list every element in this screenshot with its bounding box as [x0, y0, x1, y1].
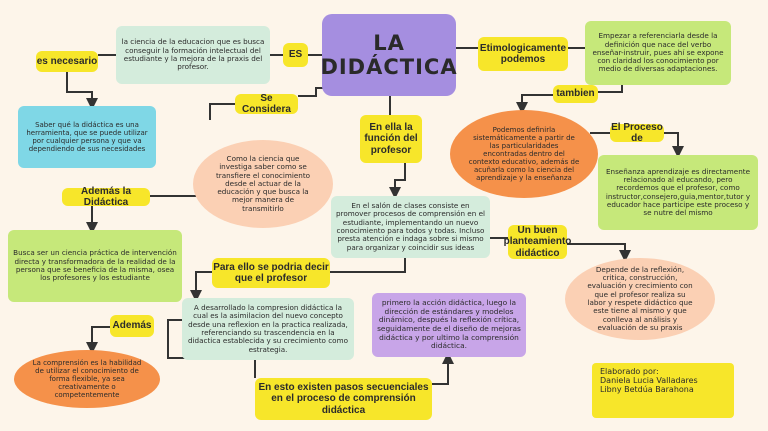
line-enella-salon: [395, 163, 405, 193]
como-ciencia-cloud: Como la ciencia que investiga saber como se transfiere el conocimiento desde el actuar de la educación y que busca la mejor manera de transmitirlo: [193, 140, 333, 228]
line-salon-paraello: [330, 258, 405, 272]
ciencia-box: la ciencia de la educacion que es busca conseguir la formación intelectual del estudiante y la mejora de la praxis del profesor.: [116, 26, 270, 84]
proceso-de-label: El Proceso de: [611, 121, 663, 144]
line-proceso-ensenanza: [664, 133, 678, 152]
primero-box: primero la acción didáctica, luego la dirección de estándares y modelos dinámico, después la reflexión crítica, seguidamente de el diseño de mejoras didáctica y por ultimo la comprensión didáctica.: [372, 293, 526, 357]
podemos-cloud: Podemos definirla sistemáticamente a partir de las particularidades encontradas dentro del contexto educativo, además de acuñarla como la ciencia del aprendizaje y la enseñanza: [450, 110, 598, 198]
tambien-label: tambien: [553, 85, 598, 103]
line-buen-depende: [567, 244, 625, 256]
se-considera-label: Se Considera: [235, 94, 298, 114]
para-ello-label: Para ello se podria decir que el profesor: [212, 258, 330, 288]
ademas-didactica-label: Además la Didáctica: [62, 188, 150, 206]
depende-cloud: Depende de la reflexión, critica, construcción, evaluación y crecimiento con que el profesor realiza su labor y respete didáctico que este tiene al mismo y que conlleva al análisis y evaluación de su praxis: [565, 258, 715, 340]
etimologicamente-label: Etimologicamente podemos: [478, 37, 568, 71]
credit-line-3: Libny Betdúa Barahona: [600, 385, 694, 395]
es-label: ES: [283, 43, 308, 67]
main-title: LA DIDÁCTICA: [322, 14, 456, 96]
credit-box: [592, 363, 734, 418]
es-necesario-label: es necesario: [36, 51, 98, 72]
en-ella-label: En ella la función del profesor: [360, 115, 422, 163]
habilidad-cloud: La comprensión es la habilidad de utilizar el conocimiento de forma flexible, ya sea creativamente o competentemente: [14, 350, 160, 408]
saber-box: Saber qué la didáctica es una herramienta, que se puede utilizar por cualquier persona y que va dependiendo de sus necesidades: [18, 106, 156, 168]
busca-box: Busca ser un ciencia práctica de intervención directa y transformadora de la realidad de la persona que se beneficia de la misma, osea los profesores y los estudiante: [8, 230, 182, 302]
ensenanza-box: Enseñanza aprendizaje es directamente relacionado al educando, pero recordemos que el profesor, como instructor,consejero,guia,mentor,tutor y educador hace participe este proceso y se nutre del mismo: [598, 155, 758, 230]
buen-planteamiento-label: Un buen planteamiento didáctico: [503, 224, 572, 259]
line-pasos-primero: [432, 358, 448, 384]
line-necesario-saber: [67, 72, 92, 104]
salon-box: En el salón de clases consiste en promover procesos de comprensión en el estudiante, implementando un nuevo conocimiento para todos y todas. Incluso presta atención e indaga sobre si mismo para organizar y coincidir sus ideas: [331, 196, 490, 258]
line-paraello-desarrollado: [196, 272, 212, 296]
referenciar-box: Empezar a referenciarla desde la definición que nace del verbo enseñar-instruir, pues ahí se expone con claridad los conocimiento por medio de diversas adaptaciones.: [585, 21, 731, 85]
credit-line-1: Elaborado por:: [600, 367, 659, 376]
desarrollado-box: A desarrollado la compresion didáctica la cual es la asimilacion del nuevo concepto desde una reflexion en la practica realizada, referenciando su trascendencia en la didactica establecida y su crecimiento como estrategia.: [182, 298, 354, 360]
line-considera-down: [210, 104, 235, 120]
credit-line-2: Daniela Lucia Valladares: [600, 376, 698, 386]
line-ademas-habilidad: [92, 327, 110, 348]
pasos-label: En esto existen pasos secuenciales en el proceso de comprensión didáctica: [255, 378, 432, 420]
line-tambien-podemos: [522, 95, 553, 108]
ademas-label: Además: [110, 315, 154, 337]
